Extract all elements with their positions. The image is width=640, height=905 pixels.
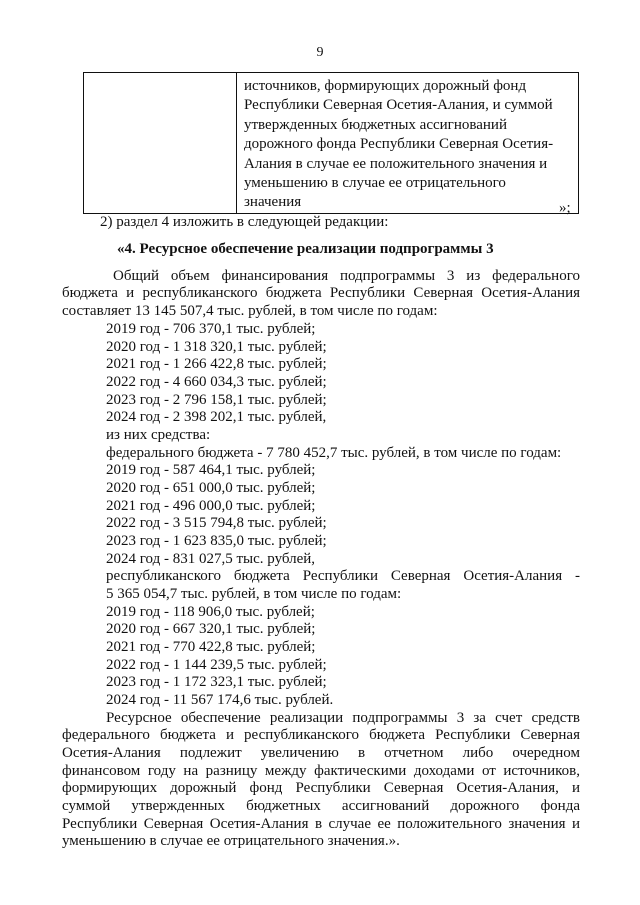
paragraph-line: формирующих дорожный фонд Республики Северная Осетия-Алания, и [62, 780, 580, 796]
closing-quote: »; [559, 200, 571, 216]
table-cell-text [237, 73, 579, 214]
table-cell-line: Алания в случае ее положительного значения и [244, 155, 548, 172]
republic-year-line: 2021 год - 770 422,8 тыс. рублей; [106, 639, 316, 655]
table-cell-line: дорожного фонда Республики Северная Осетия- [244, 136, 554, 153]
table-cell-line: утвержденных бюджетных ассигнований [244, 116, 507, 133]
federal-year-line: 2019 год - 587 464,1 тыс. рублей; [106, 462, 316, 478]
total-year-line: 2019 год - 706 370,1 тыс. рублей; [106, 321, 316, 337]
paragraph-line: Ресурсное обеспечение реализации подпрограммы 3 за счет средств [106, 710, 580, 726]
republic-year-line: 2022 год - 1 144 239,5 тыс. рублей; [106, 657, 327, 673]
total-year-line: 2022 год - 4 660 034,3 тыс. рублей; [106, 374, 327, 390]
table-row [84, 73, 579, 214]
table-cell-line: уменьшению в случае ее отрицательного [244, 175, 506, 192]
federal-budget-line: федерального бюджета - 7 780 452,7 тыс. рублей, в том числе по годам: [106, 445, 562, 461]
paragraph-line: финансовом году на разницу между фактическими доходами от источников, [62, 763, 580, 779]
republic-budget-line: 5 365 054,7 тыс. рублей, в том числе по годам: [106, 586, 402, 602]
paragraph-line: федерального бюджета и республиканского бюджета Республики Северная [62, 727, 580, 743]
sources-intro: из них средства: [106, 427, 211, 443]
table-cell-line: значения [244, 194, 302, 211]
section-heading: «4. Ресурсное обеспечение реализации подпрограммы 3 [117, 241, 494, 257]
federal-year-line: 2021 год - 496 000,0 тыс. рублей; [106, 498, 316, 514]
federal-year-line: 2022 год - 3 515 794,8 тыс. рублей; [106, 515, 327, 531]
republic-year-line: 2020 год - 667 320,1 тыс. рублей; [106, 621, 316, 637]
paragraph-line: суммой утвержденных бюджетных ассигнований дорожного фонда [62, 798, 580, 814]
federal-year-line: 2024 год - 831 027,5 тыс. рублей, [106, 551, 316, 567]
republic-year-line: 2023 год - 1 172 323,1 тыс. рублей; [106, 674, 327, 690]
paragraph-line: составляет 13 145 507,4 тыс. рублей, в том числе по годам: [62, 303, 438, 319]
federal-year-line: 2020 год - 651 000,0 тыс. рублей; [106, 480, 316, 496]
table-cell-line: источников, формирующих дорожный фонд [244, 78, 527, 94]
paragraph-line: Осетия-Алания подлежит увеличению в отчетном либо очередном [62, 745, 580, 761]
republic-year-line: 2019 год - 118 906,0 тыс. рублей; [106, 604, 315, 620]
total-year-line: 2020 год - 1 318 320,1 тыс. рублей; [106, 339, 327, 355]
amendment-item: 2) раздел 4 изложить в следующей редакции: [100, 214, 389, 230]
page-number: 9 [316, 45, 324, 60]
federal-year-line: 2023 год - 1 623 835,0 тыс. рублей; [106, 533, 327, 549]
continuation-table [83, 72, 579, 214]
table-cell-empty [84, 73, 237, 214]
paragraph-line: Общий объем финансирования подпрограммы 3 из федерального [113, 268, 580, 284]
total-year-line: 2024 год - 2 398 202,1 тыс. рублей, [106, 409, 327, 425]
paragraph-line: уменьшению в случае ее отрицательного значения.». [62, 833, 400, 849]
paragraph-line: бюджета и республиканского бюджета Республики Северная Осетия-Алания [62, 285, 580, 301]
total-year-line: 2023 год - 2 796 158,1 тыс. рублей; [106, 392, 327, 408]
paragraph-line: Республики Северная Осетия-Алания в случае ее положительного значения и [62, 816, 580, 832]
total-year-line: 2021 год - 1 266 422,8 тыс. рублей; [106, 356, 327, 372]
table-cell-line: Республики Северная Осетия-Алания, и суммой [244, 97, 553, 114]
republic-year-line: 2024 год - 11 567 174,6 тыс. рублей. [106, 692, 334, 708]
republic-budget-line: республиканского бюджета Республики Северная Осетия-Алания - [106, 568, 580, 584]
